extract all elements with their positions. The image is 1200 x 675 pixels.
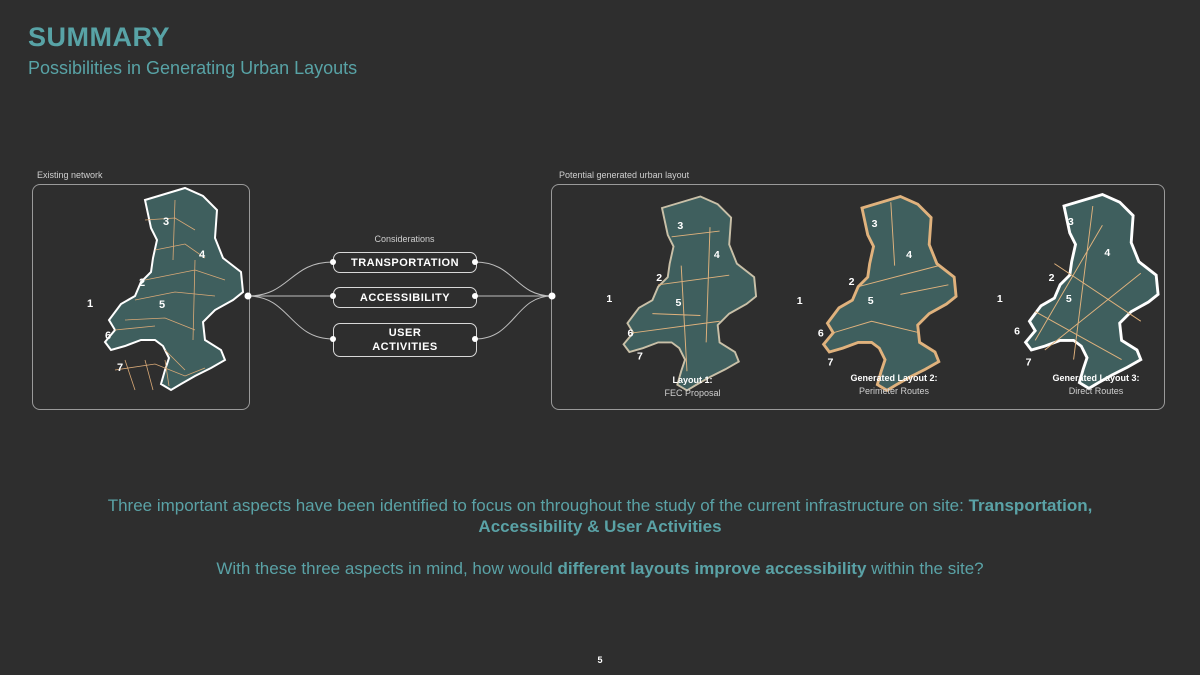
svg-text:5: 5 (675, 296, 682, 309)
svg-text:2: 2 (656, 271, 663, 284)
layout-2-map (797, 196, 956, 390)
svg-text:3: 3 (677, 220, 684, 233)
svg-text:3: 3 (1067, 216, 1074, 229)
svg-text:4: 4 (1104, 246, 1111, 259)
svg-text:6: 6 (627, 327, 634, 340)
page-subtitle: Possibilities in Generating Urban Layouts (28, 58, 358, 78)
zone-label-1: 1 (87, 298, 94, 310)
svg-text:2: 2 (848, 275, 855, 288)
layout-1-map (606, 196, 756, 390)
question-paragraph (100, 558, 1100, 579)
pill-accessibility: ACCESSIBILITY (333, 287, 477, 308)
layout-3-caption (1040, 372, 1152, 398)
question-post: within the site? (866, 559, 984, 578)
svg-text:1: 1 (606, 293, 613, 306)
svg-text:7: 7 (1025, 356, 1032, 369)
page-number: 5 (597, 655, 603, 665)
page-title: SUMMARY (28, 22, 170, 52)
layout-1-subtitle: FEC Proposal (664, 388, 721, 398)
connector-dots (245, 259, 556, 342)
zone-label-7: 7 (117, 362, 124, 374)
svg-text:1: 1 (996, 293, 1003, 305)
layout-3-title: Generated Layout 3: (1052, 373, 1140, 383)
zone-label-3: 3 (163, 216, 170, 228)
svg-text:4: 4 (906, 248, 913, 261)
aspects-text: Three important aspects have been identified to focus on throughout the study of the current infrastructure on site: (107, 496, 969, 515)
aspects-highlight: Transportation, Accessibility & User Activities (478, 496, 1093, 536)
question-pre: With these three aspects in mind, how would (216, 559, 558, 578)
layout-3-subtitle: Direct Routes (1068, 386, 1124, 396)
layout-1-caption (645, 374, 740, 400)
zone-label-2: 2 (139, 277, 146, 289)
svg-text:4: 4 (713, 248, 720, 261)
pill-transportation: TRANSPORTATION (333, 252, 477, 273)
connector-lines-left (248, 262, 552, 339)
layout-2-caption (838, 372, 950, 398)
pill-user-activities: USER ACTIVITIES (333, 323, 477, 357)
layout-2-title: Generated Layout 2: (850, 373, 938, 383)
existing-network-map (87, 188, 243, 390)
generated-layout-label: Potential generated urban layout (559, 170, 690, 180)
svg-text:5: 5 (1065, 293, 1072, 305)
svg-text:7: 7 (827, 356, 834, 369)
svg-text:7: 7 (637, 350, 643, 363)
svg-text:6: 6 (817, 327, 824, 340)
existing-network-label: Existing network (37, 170, 103, 180)
svg-text:2: 2 (1048, 271, 1055, 284)
layout-2-subtitle: Perimeter Routes (858, 386, 930, 396)
considerations-label: Considerations (374, 234, 435, 244)
zone-label-6: 6 (105, 330, 112, 342)
question-highlight: different layouts improve accessibility (557, 559, 867, 578)
zone-label-4: 4 (199, 249, 206, 261)
svg-text:3: 3 (871, 218, 878, 231)
layout-3-map (997, 194, 1158, 388)
layout-1-title: Layout 1: (672, 375, 713, 385)
aspects-paragraph (100, 495, 1100, 537)
zone-label-5: 5 (159, 299, 166, 311)
svg-text:5: 5 (867, 295, 874, 307)
svg-text:1: 1 (796, 295, 803, 307)
svg-text:6: 6 (1014, 325, 1020, 338)
